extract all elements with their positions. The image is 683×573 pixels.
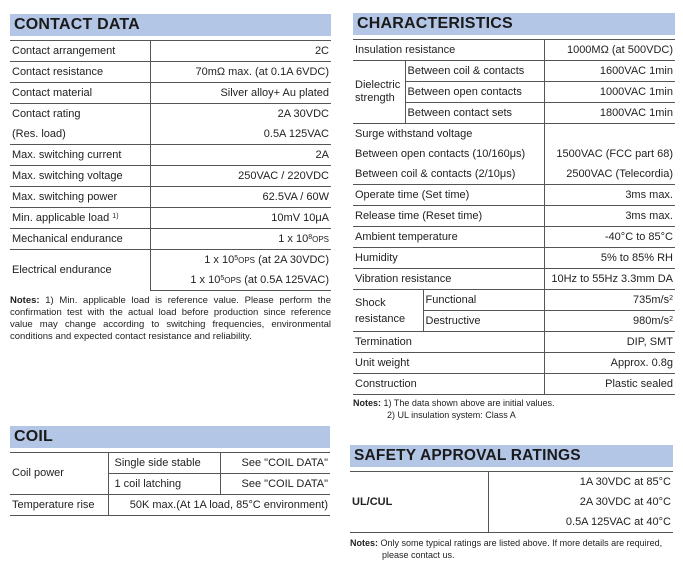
exponent: 8 xyxy=(308,233,313,241)
unit: OPS xyxy=(312,234,329,244)
note-line xyxy=(353,409,675,421)
table-row xyxy=(353,144,675,164)
value-text: (at 2A 30VDC) xyxy=(255,253,329,266)
row-label: Construction xyxy=(353,374,544,395)
characteristics-section xyxy=(353,13,675,421)
row-label: Max. switching voltage xyxy=(10,166,150,187)
row-value: 1600VAC 1min xyxy=(544,61,675,82)
contact-data-section xyxy=(10,14,331,343)
notes-text: 1) Min. applicable load is reference value. Please perform the confirmation test with the actual load before production since reference value may change according to switching frequencies, environmental conditions and expected contact resistance and reliability. xyxy=(10,295,331,342)
row-value xyxy=(544,311,675,332)
row-label: Termination xyxy=(353,332,544,353)
row-label: Release time (Reset time) xyxy=(353,206,544,227)
table-row xyxy=(10,453,330,474)
coil-type: Single side stable xyxy=(108,453,220,474)
row-label: Between coil & contacts xyxy=(405,61,544,82)
ul-cul-label: UL/CUL xyxy=(350,472,488,533)
value-text: 1 x 10 xyxy=(190,273,221,286)
table-row xyxy=(10,229,331,250)
row-value: 10mV 10μA xyxy=(150,208,331,229)
row-value: 10Hz to 55Hz 3.3mm DA xyxy=(544,269,675,290)
coil-value: See "COIL DATA" xyxy=(220,474,330,495)
coil-title: COIL xyxy=(10,426,330,448)
exponent: 2 xyxy=(669,294,673,302)
value-text: 980m/s xyxy=(633,314,670,327)
safety-table xyxy=(350,471,673,533)
temp-rise-label: Temperature rise xyxy=(10,495,108,516)
notes-label: Notes: xyxy=(10,295,40,306)
row-value: Plastic sealed xyxy=(544,374,675,395)
table-row xyxy=(10,145,331,166)
row-label: Between open contacts (10/160μs) xyxy=(353,144,544,164)
row-value: 1000VAC 1min xyxy=(544,82,675,103)
row-label: Mechanical endurance xyxy=(10,229,150,250)
coil-section xyxy=(10,426,330,516)
notes-text: Only some typical ratings are listed above. If more details are required, please contact us. xyxy=(380,538,663,560)
row-value: 62.5VA / 60W xyxy=(150,187,331,208)
row-label: Contact resistance xyxy=(10,62,150,83)
row-value: 5% to 85% RH xyxy=(544,248,675,269)
table-row xyxy=(353,185,675,206)
row-value: 2A 30VDC xyxy=(277,107,329,120)
coil-value: See "COIL DATA" xyxy=(220,453,330,474)
row-value: 3ms max. xyxy=(544,185,675,206)
row-label: Between open contacts xyxy=(405,82,544,103)
exponent: 5 xyxy=(220,274,225,282)
table-row xyxy=(353,164,675,185)
table-row xyxy=(10,104,331,125)
temp-rise-value: 50K max.(At 1A load, 85°C environment) xyxy=(108,495,330,516)
row-label: Functional xyxy=(423,290,544,311)
row-label: Unit weight xyxy=(353,353,544,374)
row-value: DIP, SMT xyxy=(544,332,675,353)
notes-label: Notes: xyxy=(353,398,382,408)
row-value xyxy=(150,270,331,291)
note-line xyxy=(353,397,675,409)
table-row xyxy=(10,41,331,62)
table-row xyxy=(10,62,331,83)
label-line: Shock xyxy=(355,296,386,309)
row-label: Humidity xyxy=(353,248,544,269)
row-label: Contact rating xyxy=(10,104,150,125)
row-label: Contact material xyxy=(10,83,150,104)
table-row xyxy=(10,166,331,187)
row-value: 2C xyxy=(150,41,331,62)
row-label xyxy=(10,208,150,229)
row-value xyxy=(150,229,331,250)
row-value: -40°C to 85°C xyxy=(544,227,675,248)
row-value: 1000MΩ (at 500VDC) xyxy=(544,40,675,61)
dielectric-label xyxy=(353,61,405,124)
label-line: strength xyxy=(355,92,395,104)
contact-data-table xyxy=(10,40,331,291)
row-value: 250VAC / 220VDC xyxy=(150,166,331,187)
value-text: 1 x 10 xyxy=(278,232,309,245)
row-label: Vibration resistance xyxy=(353,269,544,290)
row-value: 2500VAC (Telecordia) xyxy=(544,164,675,185)
label-line: resistance xyxy=(355,312,406,325)
row-label: Max. switching current xyxy=(10,145,150,166)
notes-text: 1) The data shown above are initial values. xyxy=(383,398,555,408)
table-row xyxy=(353,353,675,374)
row-label: Electrical endurance xyxy=(10,250,150,291)
coil-table xyxy=(10,452,330,516)
table-row xyxy=(10,495,330,516)
row-value xyxy=(150,250,331,271)
table-row xyxy=(10,83,331,104)
table-row xyxy=(10,250,331,271)
table-row xyxy=(10,187,331,208)
row-label: Insulation resistance xyxy=(353,40,544,61)
row-label: (Res. load) xyxy=(10,124,150,145)
characteristics-table xyxy=(353,39,675,395)
row-value: Silver alloy+ Au plated xyxy=(150,83,331,104)
footnote-ref: 1) xyxy=(112,212,119,220)
value-text: (at 0.5A 125VAC) xyxy=(241,273,329,286)
row-label: Between contact sets xyxy=(405,103,544,124)
shock-label xyxy=(353,290,423,332)
row-label: Max. switching power xyxy=(10,187,150,208)
characteristics-title: CHARACTERISTICS xyxy=(353,13,675,35)
coil-power-label: Coil power xyxy=(10,453,108,495)
rating-value: 1A 30VDC at 85°C xyxy=(488,472,673,493)
contact-data-title: CONTACT DATA xyxy=(10,14,331,36)
coil-type: 1 coil latching xyxy=(108,474,220,495)
characteristics-notes xyxy=(353,397,675,421)
empty-cell xyxy=(544,124,675,145)
value-text: 1 x 10 xyxy=(204,253,235,266)
safety-notes xyxy=(350,537,673,561)
table-row xyxy=(350,472,673,493)
table-row xyxy=(353,269,675,290)
row-label: Surge withstand voltage xyxy=(353,124,544,145)
table-row xyxy=(353,248,675,269)
label-text: Min. applicable load xyxy=(12,211,110,224)
notes-text: 2) UL insulation system: Class A xyxy=(387,410,516,420)
row-value: Approx. 0.8g xyxy=(544,353,675,374)
row-label: Destructive xyxy=(423,311,544,332)
rating-value: 0.5A 125VAC at 40°C xyxy=(488,512,673,533)
notes-label: Notes: xyxy=(350,538,379,548)
safety-section xyxy=(350,445,673,561)
row-value: 2A xyxy=(150,145,331,166)
table-row xyxy=(353,40,675,61)
row-value: 70mΩ max. (at 0.1A 6VDC) xyxy=(150,62,331,83)
row-value xyxy=(544,290,675,311)
row-value: 0.5A 125VAC xyxy=(150,124,331,145)
table-row xyxy=(353,124,675,145)
contact-data-notes xyxy=(10,295,331,343)
row-label: Operate time (Set time) xyxy=(353,185,544,206)
safety-title: SAFETY APPROVAL RATINGS xyxy=(350,445,673,467)
row-value: 1800VAC 1min xyxy=(544,103,675,124)
value-text: 735m/s xyxy=(633,293,670,306)
rating-value: 2A 30VDC at 40°C xyxy=(579,495,671,508)
row-value: 1500VAC (FCC part 68) xyxy=(556,147,673,160)
table-row xyxy=(353,374,675,395)
exponent: 2 xyxy=(669,315,673,323)
table-row xyxy=(10,208,331,229)
table-row xyxy=(353,290,675,311)
exponent: 5 xyxy=(234,254,239,262)
unit: OPS xyxy=(238,255,256,265)
unit: OPS xyxy=(224,275,242,285)
table-row xyxy=(353,332,675,353)
row-value: 3ms max. xyxy=(544,206,675,227)
row-label: Between coil & contacts (2/10μs) xyxy=(353,164,544,185)
row-label: Ambient temperature xyxy=(353,227,544,248)
table-row xyxy=(353,206,675,227)
table-row xyxy=(10,124,331,145)
table-row xyxy=(353,61,675,82)
row-label: Contact arrangement xyxy=(10,41,150,62)
table-row xyxy=(353,227,675,248)
label-line: Dielectric xyxy=(355,79,401,91)
